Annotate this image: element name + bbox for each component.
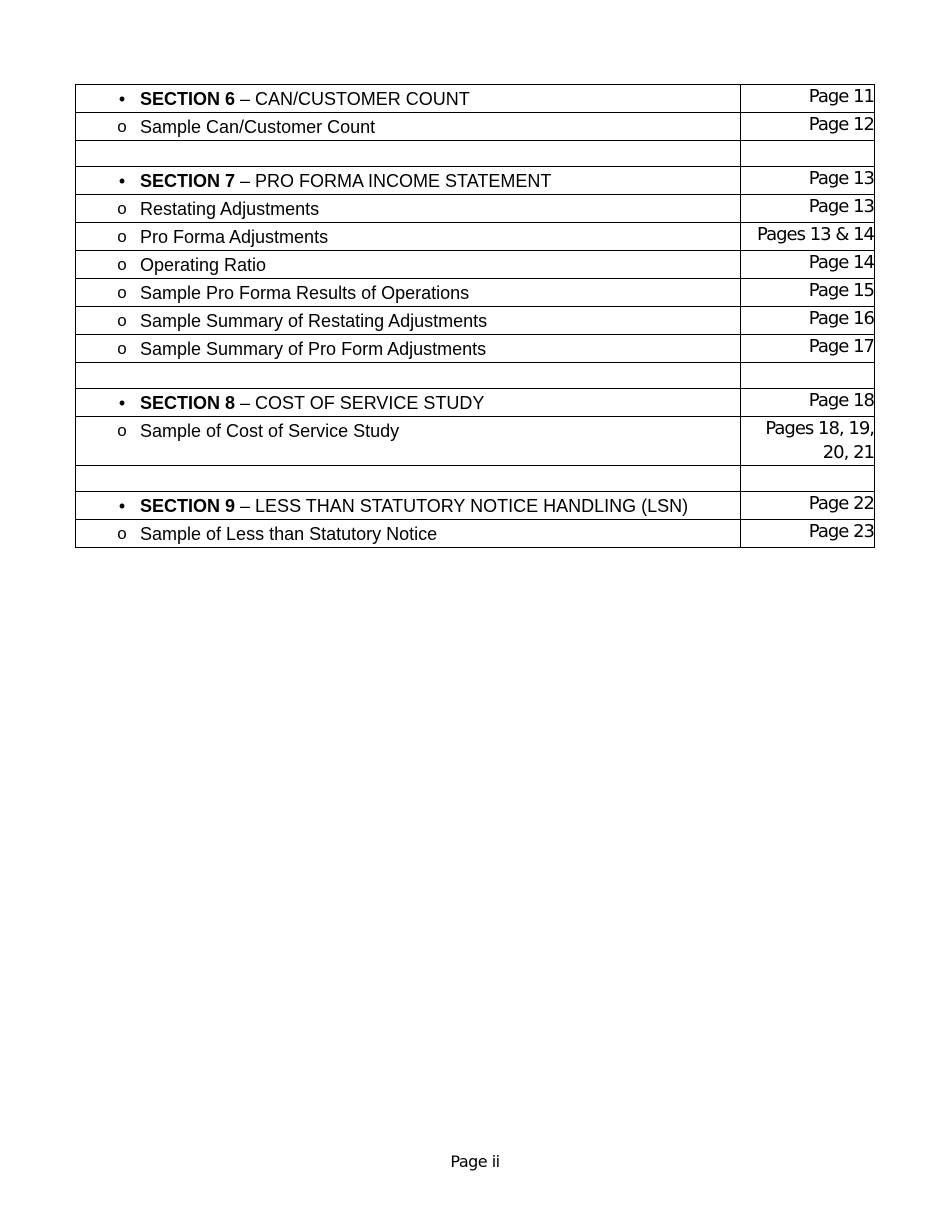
circle-bullet-icon: o bbox=[117, 421, 127, 440]
toc-row-section-6 bbox=[76, 85, 875, 113]
toc-row bbox=[76, 520, 875, 548]
blank-row bbox=[76, 141, 875, 167]
section-number: SECTION 7 bbox=[140, 171, 236, 191]
toc-entry-cell bbox=[76, 520, 741, 548]
toc-entry-cell bbox=[76, 417, 741, 466]
page-reference: Page 11 bbox=[740, 85, 874, 113]
entry-title: Sample Can/Customer Count bbox=[140, 117, 376, 137]
blank-cell bbox=[76, 363, 741, 389]
toc-entry-cell bbox=[76, 307, 741, 335]
entry-title: Sample Summary of Pro Form Adjustments bbox=[140, 339, 487, 359]
toc-row bbox=[76, 417, 875, 466]
blank-row bbox=[76, 363, 875, 389]
circle-bullet-icon: o bbox=[117, 227, 127, 246]
toc-row-section-9 bbox=[76, 492, 875, 520]
page-reference: Page 23 bbox=[740, 520, 874, 548]
toc-entry-cell bbox=[76, 279, 741, 307]
entry-title: Pro Forma Adjustments bbox=[140, 227, 329, 247]
blank-cell bbox=[76, 141, 741, 167]
page-reference: Pages 13 & 14 bbox=[740, 223, 874, 251]
blank-cell bbox=[740, 363, 874, 389]
page-reference: Page 14 bbox=[740, 251, 874, 279]
bullet-icon: • bbox=[118, 393, 126, 413]
section-title: – CAN/CUSTOMER COUNT bbox=[235, 89, 470, 109]
blank-cell bbox=[740, 466, 874, 492]
page-reference: Page 22 bbox=[740, 492, 874, 520]
toc-entry-cell bbox=[76, 167, 741, 195]
page-reference: Page 13 bbox=[740, 195, 874, 223]
table-of-contents bbox=[75, 84, 875, 548]
toc-row bbox=[76, 251, 875, 279]
page-number: Page ii bbox=[450, 1152, 500, 1171]
toc-row bbox=[76, 195, 875, 223]
section-title: – LESS THAN STATUTORY NOTICE HANDLING (LSN) bbox=[235, 496, 689, 516]
circle-bullet-icon: o bbox=[117, 311, 127, 330]
toc-entry-cell bbox=[76, 223, 741, 251]
toc-row bbox=[76, 279, 875, 307]
page-reference: Page 12 bbox=[740, 113, 874, 141]
toc-row bbox=[76, 307, 875, 335]
page-reference: Pages 18, 19, 20, 21 bbox=[740, 417, 874, 466]
circle-bullet-icon: o bbox=[117, 199, 127, 218]
bullet-icon: • bbox=[118, 89, 126, 109]
page-reference: Page 16 bbox=[740, 307, 874, 335]
circle-bullet-icon: o bbox=[117, 524, 127, 543]
section-number: SECTION 6 bbox=[140, 89, 236, 109]
toc-entry-cell bbox=[76, 113, 741, 141]
entry-title: Sample Summary of Restating Adjustments bbox=[140, 311, 488, 331]
toc-entry-cell bbox=[76, 492, 741, 520]
entry-title: Restating Adjustments bbox=[140, 199, 320, 219]
entry-title: Sample of Cost of Service Study bbox=[140, 421, 400, 441]
entry-title: Sample of Less than Statutory Notice bbox=[140, 524, 438, 544]
toc-entry-cell bbox=[76, 335, 741, 363]
section-number: SECTION 8 bbox=[140, 393, 236, 413]
blank-cell bbox=[76, 466, 741, 492]
section-title: – COST OF SERVICE STUDY bbox=[235, 393, 485, 413]
circle-bullet-icon: o bbox=[117, 255, 127, 274]
circle-bullet-icon: o bbox=[117, 283, 127, 302]
toc-entry-cell bbox=[76, 389, 741, 417]
circle-bullet-icon: o bbox=[117, 117, 127, 136]
entry-title: Sample Pro Forma Results of Operations bbox=[140, 283, 470, 303]
toc-entry-cell bbox=[76, 251, 741, 279]
page-reference: Page 15 bbox=[740, 279, 874, 307]
toc-row bbox=[76, 113, 875, 141]
page-reference: Page 17 bbox=[740, 335, 874, 363]
bullet-icon: • bbox=[118, 496, 126, 516]
toc-row bbox=[76, 335, 875, 363]
bullet-icon: • bbox=[118, 171, 126, 191]
toc-row-section-8 bbox=[76, 389, 875, 417]
entry-title: Operating Ratio bbox=[140, 255, 267, 275]
circle-bullet-icon: o bbox=[117, 339, 127, 358]
toc-row-section-7 bbox=[76, 167, 875, 195]
section-title: – PRO FORMA INCOME STATEMENT bbox=[235, 171, 552, 191]
blank-row bbox=[76, 466, 875, 492]
toc-entry-cell bbox=[76, 85, 741, 113]
section-number: SECTION 9 bbox=[140, 496, 236, 516]
toc-row bbox=[76, 223, 875, 251]
page-reference: Page 13 bbox=[740, 167, 874, 195]
page-reference: Page 18 bbox=[740, 389, 874, 417]
toc-entry-cell bbox=[76, 195, 741, 223]
page-footer bbox=[0, 1152, 950, 1171]
blank-cell bbox=[740, 141, 874, 167]
